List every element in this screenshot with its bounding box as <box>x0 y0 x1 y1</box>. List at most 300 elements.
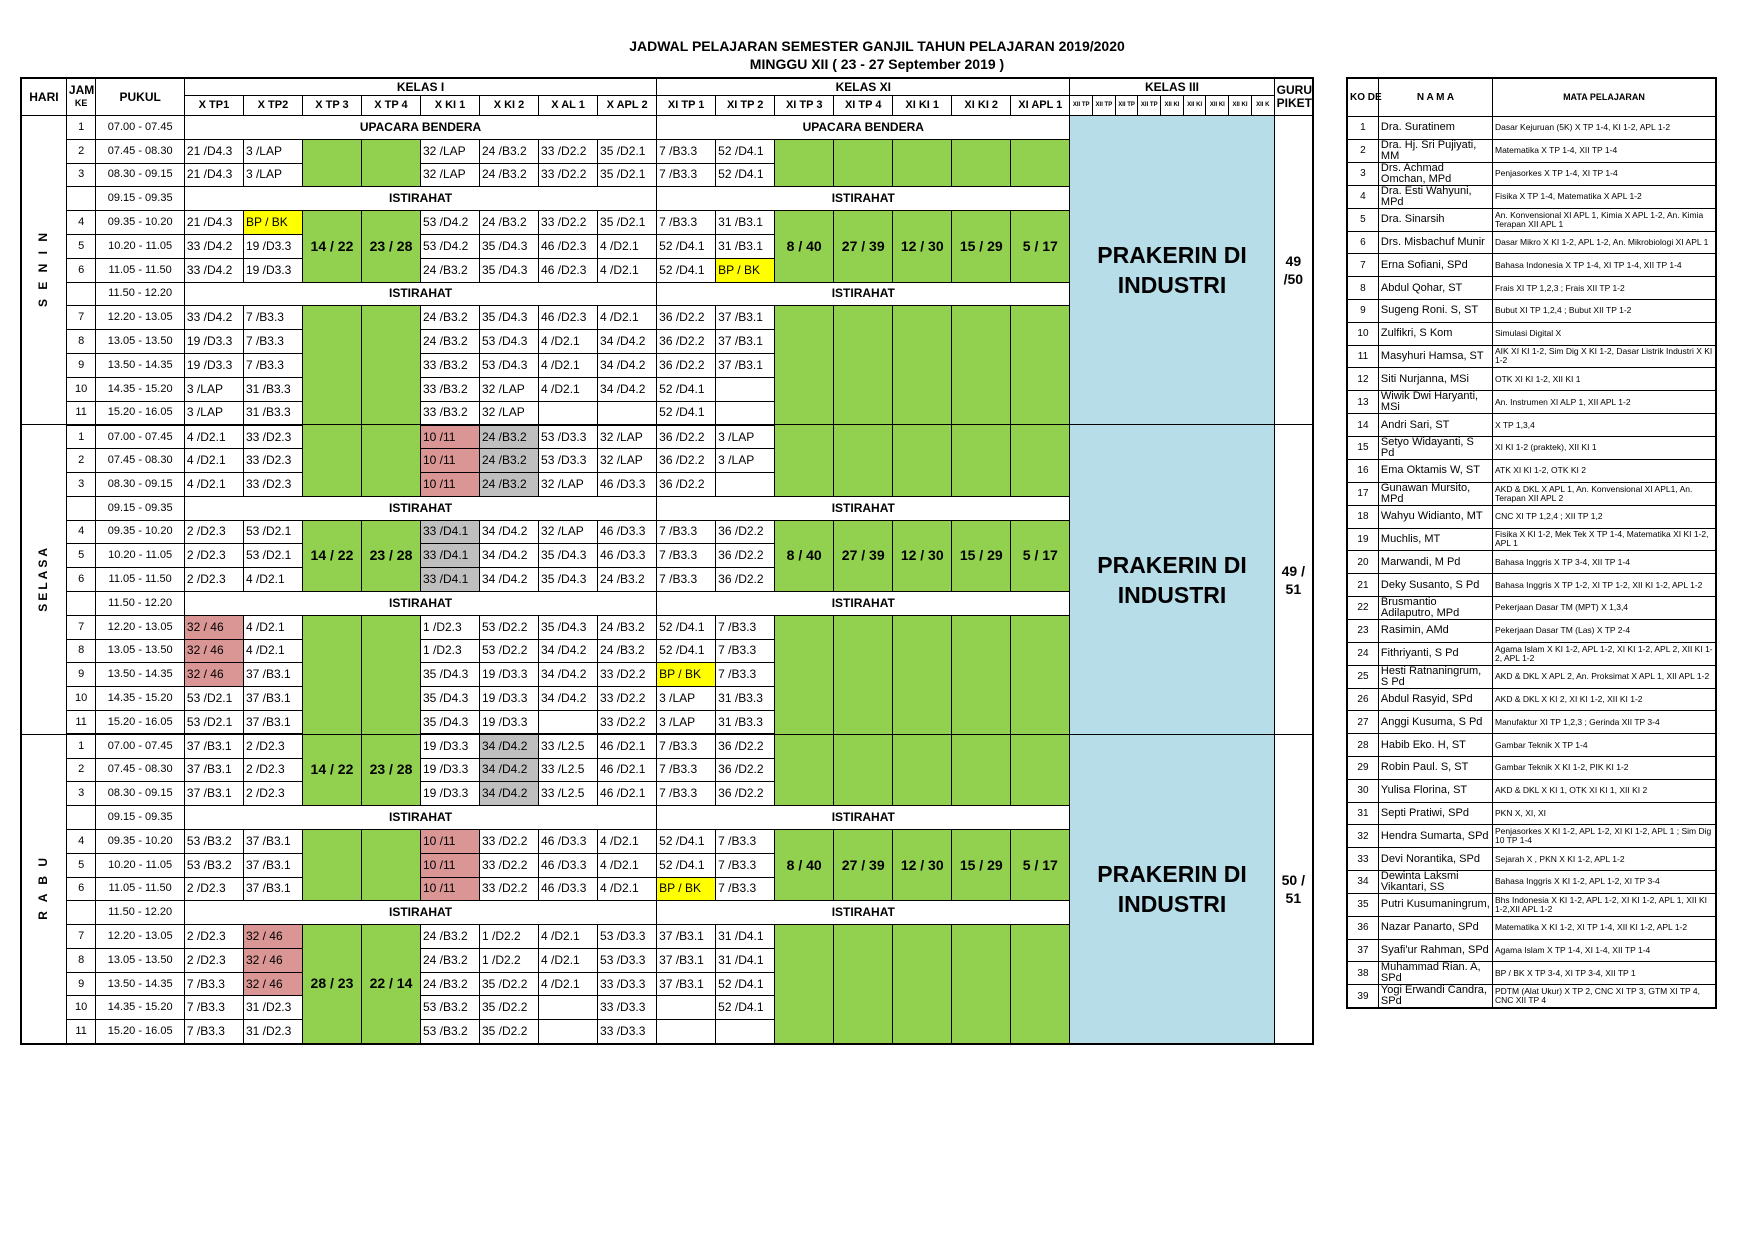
teacher-name: Drs. Achmad Omchan, MPd <box>1378 162 1492 185</box>
teacher-row <box>1347 185 1716 208</box>
lesson-cell: 21 /D4.3 <box>184 163 243 187</box>
lesson-cell: 46 /D2.3 <box>539 234 598 258</box>
kelas-xi-header: KELAS XI <box>657 78 1070 96</box>
jam-ke: 6 <box>66 877 96 901</box>
teacher-row <box>1347 322 1716 345</box>
teacher-row <box>1347 665 1716 688</box>
time-slot: 09.15 - 09.35 <box>96 496 185 520</box>
lesson-cell: 7 /B3.3 <box>657 734 716 758</box>
lesson-cell: 34 /D4.2 <box>480 782 539 806</box>
teacher-code: 19 <box>1347 528 1378 551</box>
time-slot: 09.35 - 10.20 <box>96 829 185 853</box>
lesson-cell: 33 /D4.1 <box>420 568 479 592</box>
teacher-code: 36 <box>1347 916 1378 939</box>
merged-lab-cell: 8 / 40 <box>775 829 834 900</box>
time-slot: 10.20 - 11.05 <box>96 544 185 568</box>
lesson-cell <box>716 1020 775 1044</box>
lesson-cell: 7 /B3.3 <box>716 663 775 687</box>
lesson-cell: BP / BK <box>243 211 302 235</box>
class-header: XII KI <box>1229 96 1252 116</box>
teacher-name: Dra. Sinarsih <box>1378 208 1492 231</box>
teacher-row <box>1347 870 1716 893</box>
teacher-subjects: Sejarah X , PKN X KI 1-2, APL 1-2 <box>1492 848 1716 871</box>
merged-lab-cell <box>361 829 420 900</box>
kelas-iii-header: KELAS III <box>1070 78 1274 96</box>
lesson-cell: 32 /LAP <box>539 472 598 496</box>
lesson-cell: 7 /B3.3 <box>184 972 243 996</box>
lesson-cell: 53 /D4.2 <box>420 234 479 258</box>
lesson-cell: 46 /D3.3 <box>539 829 598 853</box>
teacher-row <box>1347 734 1716 757</box>
teacher-name: Gunawan Mursito, MPd <box>1378 482 1492 505</box>
jam-ke: 7 <box>66 306 96 330</box>
lesson-cell: 33 /D4.2 <box>184 234 243 258</box>
lesson-cell <box>716 377 775 401</box>
jam-ke: 10 <box>66 996 96 1020</box>
class-header: X KI 2 <box>480 96 539 116</box>
lesson-cell: 35 /D4.3 <box>539 568 598 592</box>
merged-lab-cell <box>893 925 952 1044</box>
jam-ke: 2 <box>66 449 96 473</box>
teacher-code: 6 <box>1347 231 1378 254</box>
lesson-cell: 37 /B3.1 <box>243 663 302 687</box>
jam-ke: 1 <box>66 425 96 449</box>
teacher-name: Sugeng Roni. S, ST <box>1378 299 1492 322</box>
merged-lab-cell: 27 / 39 <box>834 211 893 282</box>
merged-lab-cell <box>834 925 893 1044</box>
lesson-cell <box>539 401 598 425</box>
jam-ke: 3 <box>66 163 96 187</box>
teacher-name: Dra. Hj. Sri Pujiyati, MM <box>1378 139 1492 162</box>
teacher-subjects: Dasar Kejuruan (5K) X TP 1-4, KI 1-2, APL 1-2 <box>1492 117 1716 140</box>
lesson-cell: 24 /B3.2 <box>598 568 657 592</box>
lesson-cell: 33 /D2.2 <box>598 710 657 734</box>
teacher-subjects: ATK XI KI 1-2, OTK KI 2 <box>1492 459 1716 482</box>
day-label <box>21 734 66 1043</box>
class-header: XII TP <box>1138 96 1161 116</box>
time-slot: 09.35 - 10.20 <box>96 211 185 235</box>
lesson-cell: 34 /D4.2 <box>598 377 657 401</box>
lesson-cell: BP / BK <box>657 663 716 687</box>
merged-lab-cell: 27 / 39 <box>834 520 893 591</box>
schedule-row <box>21 425 1313 449</box>
lesson-cell: 35 /D4.3 <box>480 306 539 330</box>
day-name: SELASA <box>36 544 51 612</box>
lesson-cell: 33 /D2.2 <box>480 829 539 853</box>
istirahat-band: ISTIRAHAT <box>657 187 1070 211</box>
teacher-name: Yogi Erwandi Candra, SPd <box>1378 985 1492 1009</box>
teacher-code: 11 <box>1347 345 1378 368</box>
lesson-cell: BP / BK <box>657 877 716 901</box>
lesson-cell: 37 /B3.1 <box>657 948 716 972</box>
teacher-subjects: Bahasa Indonesia X TP 1-4, XI TP 1-4, XII TP 1-4 <box>1492 254 1716 277</box>
time-slot: 11.50 - 12.20 <box>96 901 185 925</box>
lesson-cell: 24 /B3.2 <box>480 425 539 449</box>
class-header: X APL 2 <box>598 96 657 116</box>
teacher-subjects: PDTM (Alat Ukur) X TP 2, CNC XI TP 3, GTM XI TP 4, CNC XII TP 4 <box>1492 985 1716 1009</box>
time-slot: 08.30 - 09.15 <box>96 472 185 496</box>
mapel-header: MATA PELAJARAN <box>1492 78 1716 117</box>
lesson-cell: 35 /D2.1 <box>598 163 657 187</box>
istirahat-band: ISTIRAHAT <box>657 901 1070 925</box>
lesson-cell: 32 / 46 <box>243 948 302 972</box>
lesson-cell: 10 /11 <box>420 877 479 901</box>
teacher-subjects: Matematika X KI 1-2, XI TP 1-4, XII KI 1-2, APL 1-2 <box>1492 916 1716 939</box>
merged-lab-cell <box>952 139 1011 187</box>
teacher-row <box>1347 162 1716 185</box>
teacher-name: Brusmantio Adilaputro, MPd <box>1378 596 1492 619</box>
lesson-cell: 24 /B3.2 <box>480 139 539 163</box>
teacher-row <box>1347 779 1716 802</box>
teacher-subjects: Matematika X TP 1-4, XII TP 1-4 <box>1492 139 1716 162</box>
teacher-code: 27 <box>1347 711 1378 734</box>
teacher-name: Wiwik Dwi Haryanti, MSi <box>1378 391 1492 414</box>
day-label <box>21 425 66 734</box>
lesson-cell: 19 /D3.3 <box>420 758 479 782</box>
day-label <box>21 116 66 425</box>
istirahat-band: ISTIRAHAT <box>657 282 1070 306</box>
teacher-code: 10 <box>1347 322 1378 345</box>
teacher-code: 17 <box>1347 482 1378 505</box>
jam-ke <box>66 806 96 830</box>
teacher-subjects: CNC XI TP 1,2,4 ; XII TP 1,2 <box>1492 505 1716 528</box>
merged-lab-cell: 12 / 30 <box>893 829 952 900</box>
teacher-code: 3 <box>1347 162 1378 185</box>
hari-header: HARI <box>21 78 66 116</box>
teacher-row <box>1347 985 1716 1009</box>
prakerin-block: PRAKERIN DI INDUSTRI <box>1070 734 1274 1043</box>
lesson-cell: 46 /D2.3 <box>539 306 598 330</box>
class-header: XII KI <box>1161 96 1184 116</box>
merged-lab-cell <box>952 615 1011 734</box>
lesson-cell: 35 /D4.3 <box>539 544 598 568</box>
merged-lab-cell <box>1011 425 1070 496</box>
teacher-name: Abdul Qohar, ST <box>1378 277 1492 300</box>
teacher-subjects: Bhs Indonesia X KI 1-2, APL 1-2, XI KI 1-2, APL 1, XII KI 1-2,XII APL 1-2 <box>1492 893 1716 916</box>
teacher-row <box>1347 619 1716 642</box>
lesson-cell: 53 /B3.2 <box>420 1020 479 1044</box>
jam-ke: 6 <box>66 568 96 592</box>
lesson-cell: 33 /D4.1 <box>420 544 479 568</box>
time-slot: 09.15 - 09.35 <box>96 187 185 211</box>
teacher-subjects: Pekerjaan Dasar TM (MPT) X 1,3,4 <box>1492 596 1716 619</box>
teacher-row <box>1347 962 1716 985</box>
lesson-cell: 35 /D4.3 <box>420 710 479 734</box>
lesson-cell: 7 /B3.3 <box>716 877 775 901</box>
lesson-cell: 31 /B3.1 <box>716 211 775 235</box>
teacher-row <box>1347 368 1716 391</box>
teacher-code: 20 <box>1347 551 1378 574</box>
class-header: XI TP 2 <box>716 96 775 116</box>
teacher-row <box>1347 756 1716 779</box>
merged-lab-cell <box>775 139 834 187</box>
merged-lab-cell: 23 / 28 <box>361 211 420 282</box>
lesson-cell: 46 /D3.3 <box>598 520 657 544</box>
lesson-cell: 19 /D3.3 <box>420 734 479 758</box>
merged-lab-cell <box>775 734 834 805</box>
lesson-cell: 53 /D2.1 <box>184 687 243 711</box>
schedule-table <box>20 77 1314 1045</box>
jam-ke: 3 <box>66 782 96 806</box>
jam-ke: 8 <box>66 330 96 354</box>
lesson-cell: 31 /B3.3 <box>716 710 775 734</box>
teacher-row <box>1347 414 1716 437</box>
lesson-cell: 4 /D2.1 <box>539 330 598 354</box>
teacher-name: Masyhuri Hamsa, ST <box>1378 345 1492 368</box>
lesson-cell: 52 /D4.1 <box>657 639 716 663</box>
merged-lab-cell <box>834 139 893 187</box>
merged-lab-cell <box>361 615 420 734</box>
lesson-cell: 4 /D2.1 <box>539 972 598 996</box>
merged-lab-cell <box>302 139 361 187</box>
lesson-cell: 24 /B3.2 <box>598 615 657 639</box>
teacher-code: 31 <box>1347 802 1378 825</box>
time-slot: 13.05 - 13.50 <box>96 330 185 354</box>
time-slot: 10.20 - 11.05 <box>96 853 185 877</box>
lesson-cell: 7 /B3.3 <box>657 211 716 235</box>
lesson-cell: 36 /D2.2 <box>657 425 716 449</box>
time-slot: 12.20 - 13.05 <box>96 925 185 949</box>
merged-lab-cell: 12 / 30 <box>893 211 952 282</box>
teacher-subjects: Pekerjaan Dasar TM (Las) X TP 2-4 <box>1492 619 1716 642</box>
lesson-cell: 7 /B3.3 <box>657 758 716 782</box>
lesson-cell: 4 /D2.1 <box>598 877 657 901</box>
teacher-name: Septi Pratiwi, SPd <box>1378 802 1492 825</box>
lesson-cell: 7 /B3.3 <box>657 568 716 592</box>
lesson-cell: 46 /D2.1 <box>598 782 657 806</box>
jam-ke: 5 <box>66 853 96 877</box>
istirahat-band: ISTIRAHAT <box>184 591 656 615</box>
class-header: X KI 1 <box>420 96 479 116</box>
jam-ke: 5 <box>66 544 96 568</box>
lesson-cell: 52 /D4.1 <box>716 163 775 187</box>
lesson-cell: 36 /D2.2 <box>657 306 716 330</box>
lesson-cell: 4 /D2.1 <box>598 234 657 258</box>
merged-lab-cell: 14 / 22 <box>302 734 361 805</box>
lesson-cell: 37 /B3.1 <box>184 734 243 758</box>
merged-lab-cell <box>834 306 893 425</box>
class-header: XII TP <box>1093 96 1116 116</box>
teacher-subjects: AIK XI KI 1-2, Sim Dig X KI 1-2, Dasar Listrik Industri X KI 1-2 <box>1492 345 1716 368</box>
lesson-cell: 31 /B3.3 <box>243 401 302 425</box>
lesson-cell: 53 /D3.3 <box>539 425 598 449</box>
teacher-code: 4 <box>1347 185 1378 208</box>
lesson-cell <box>716 401 775 425</box>
lesson-cell: 52 /D4.1 <box>657 258 716 282</box>
lesson-cell: 10 /11 <box>420 853 479 877</box>
teacher-name: Habib Eko. H, ST <box>1378 734 1492 757</box>
class-header: XII K <box>1251 96 1274 116</box>
lesson-cell: 3 /LAP <box>243 139 302 163</box>
jam-ke: 4 <box>66 829 96 853</box>
lesson-cell: 53 /D4.2 <box>420 211 479 235</box>
teacher-subjects: OTK XI KI 1-2, XII KI 1 <box>1492 368 1716 391</box>
lesson-cell: 7 /B3.3 <box>184 996 243 1020</box>
lesson-cell: 53 /D2.2 <box>480 639 539 663</box>
merged-lab-cell <box>834 734 893 805</box>
class-header: XII KI <box>1183 96 1206 116</box>
jam-ke: 3 <box>66 472 96 496</box>
teacher-name: Dewinta Laksmi Vikantari, SS <box>1378 870 1492 893</box>
merged-lab-cell <box>893 306 952 425</box>
lesson-cell: 7 /B3.3 <box>243 306 302 330</box>
lesson-cell: 1 /D2.3 <box>420 639 479 663</box>
merged-lab-cell: 27 / 39 <box>834 829 893 900</box>
teacher-subjects: Bahasa Inggris X KI 1-2, APL 1-2, XI TP 3-4 <box>1492 870 1716 893</box>
teacher-name: Muhammad Rian. A, SPd <box>1378 962 1492 985</box>
lesson-cell: 52 /D4.1 <box>657 853 716 877</box>
merged-lab-cell <box>1011 306 1070 425</box>
istirahat-band: ISTIRAHAT <box>184 282 656 306</box>
lesson-cell: 2 /D2.3 <box>184 520 243 544</box>
teacher-code: 25 <box>1347 665 1378 688</box>
lesson-cell: 32 /LAP <box>539 520 598 544</box>
istirahat-band: ISTIRAHAT <box>184 187 656 211</box>
teacher-code: 23 <box>1347 619 1378 642</box>
prakerin-block: PRAKERIN DI INDUSTRI <box>1070 116 1274 425</box>
day-name: S E N I N <box>36 230 51 308</box>
lesson-cell: 46 /D3.3 <box>598 472 657 496</box>
teacher-code: 14 <box>1347 414 1378 437</box>
time-slot: 14.35 - 15.20 <box>96 377 185 401</box>
lesson-cell: 52 /D4.1 <box>716 972 775 996</box>
teacher-code: 35 <box>1347 893 1378 916</box>
teacher-name: Anggi Kusuma, S Pd <box>1378 711 1492 734</box>
jam-ke: 11 <box>66 401 96 425</box>
lesson-cell: 7 /B3.3 <box>657 163 716 187</box>
lesson-cell: 2 /D2.3 <box>243 734 302 758</box>
lesson-cell: 31 /B3.1 <box>716 234 775 258</box>
lesson-cell: 19 /D3.3 <box>184 330 243 354</box>
teacher-row <box>1347 459 1716 482</box>
teacher-name: Fithriyanti, S Pd <box>1378 642 1492 665</box>
lesson-cell: 35 /D4.3 <box>539 615 598 639</box>
jam-ke: 1 <box>66 734 96 758</box>
time-slot: 11.50 - 12.20 <box>96 282 185 306</box>
teacher-row <box>1347 391 1716 414</box>
lesson-cell: 34 /D4.2 <box>598 353 657 377</box>
teacher-name: Andri Sari, ST <box>1378 414 1492 437</box>
lesson-cell: 31 /B3.3 <box>243 377 302 401</box>
class-header: X TP2 <box>243 96 302 116</box>
piket-label: PIKET <box>1276 96 1312 110</box>
merged-lab-cell <box>302 615 361 734</box>
lesson-cell: 36 /D2.2 <box>716 734 775 758</box>
lesson-cell: 1 /D2.2 <box>480 948 539 972</box>
lesson-cell: 19 /D3.3 <box>420 782 479 806</box>
teacher-code: 16 <box>1347 459 1378 482</box>
lesson-cell: 33 /D3.3 <box>598 1020 657 1044</box>
lesson-cell: 33 /D4.2 <box>184 258 243 282</box>
time-slot: 07.45 - 08.30 <box>96 449 185 473</box>
lesson-cell: 46 /D3.3 <box>598 544 657 568</box>
jam-ke <box>66 187 96 211</box>
merged-lab-cell: 5 / 17 <box>1011 829 1070 900</box>
lesson-cell: 37 /B3.1 <box>184 782 243 806</box>
time-slot: 13.50 - 14.35 <box>96 353 185 377</box>
lesson-cell: 33 /D2.3 <box>243 449 302 473</box>
lesson-cell: 19 /D3.3 <box>480 663 539 687</box>
upacara-band: UPACARA BENDERA <box>184 116 656 140</box>
kode-header: KO DE <box>1347 78 1378 117</box>
lesson-cell: 32 / 46 <box>243 972 302 996</box>
time-slot: 15.20 - 16.05 <box>96 401 185 425</box>
lesson-cell: 37 /B3.1 <box>243 877 302 901</box>
lesson-cell: 36 /D2.2 <box>657 472 716 496</box>
teacher-name: Abdul Rasyid, SPd <box>1378 688 1492 711</box>
lesson-cell: 4 /D2.1 <box>539 353 598 377</box>
teacher-row <box>1347 893 1716 916</box>
teacher-name: Ema Oktamis W, ST <box>1378 459 1492 482</box>
lesson-cell: 4 /D2.1 <box>243 615 302 639</box>
lesson-cell: 31 /D2.3 <box>243 1020 302 1044</box>
lesson-cell: 33 /D2.3 <box>243 425 302 449</box>
lesson-cell: 33 /D3.3 <box>598 972 657 996</box>
lesson-cell: 35 /D2.2 <box>480 1020 539 1044</box>
lesson-cell: 7 /B3.3 <box>657 782 716 806</box>
teacher-code: 33 <box>1347 848 1378 871</box>
merged-lab-cell: 8 / 40 <box>775 520 834 591</box>
teacher-subjects: Penjasorkes X TP 1-4, XI TP 1-4 <box>1492 162 1716 185</box>
class-header: XI TP 1 <box>657 96 716 116</box>
teacher-row <box>1347 345 1716 368</box>
teacher-code: 32 <box>1347 825 1378 848</box>
teacher-code: 21 <box>1347 574 1378 597</box>
lesson-cell: 37 /B3.1 <box>716 306 775 330</box>
class-header: X TP 3 <box>302 96 361 116</box>
lesson-cell: 19 /D3.3 <box>480 710 539 734</box>
merged-lab-cell <box>302 306 361 425</box>
lesson-cell: 53 /B3.2 <box>184 829 243 853</box>
time-slot: 09.35 - 10.20 <box>96 520 185 544</box>
lesson-cell: 33 /D2.2 <box>598 663 657 687</box>
lesson-cell: 24 /B3.2 <box>420 330 479 354</box>
teacher-row <box>1347 825 1716 848</box>
lesson-cell: 4 /D2.1 <box>598 258 657 282</box>
merged-lab-cell <box>361 306 420 425</box>
lesson-cell <box>657 996 716 1020</box>
schedule-row <box>21 116 1313 140</box>
lesson-cell: 3 /LAP <box>184 377 243 401</box>
lesson-cell: 35 /D4.3 <box>480 258 539 282</box>
jam-ke: 5 <box>66 234 96 258</box>
lesson-cell: 4 /D2.1 <box>598 306 657 330</box>
teacher-row <box>1347 711 1716 734</box>
lesson-cell: 19 /D3.3 <box>243 234 302 258</box>
teacher-subjects: X TP 1,3,4 <box>1492 414 1716 437</box>
lesson-cell: 36 /D2.2 <box>657 330 716 354</box>
lesson-cell: 4 /D2.1 <box>243 568 302 592</box>
lesson-cell: 33 /B3.2 <box>420 401 479 425</box>
lesson-cell: 37 /B3.1 <box>716 330 775 354</box>
lesson-cell: 34 /D4.2 <box>598 330 657 354</box>
lesson-cell: 53 /D3.3 <box>598 948 657 972</box>
jam-ke: 4 <box>66 211 96 235</box>
teacher-row <box>1347 528 1716 551</box>
lesson-cell: 3 /LAP <box>716 449 775 473</box>
lesson-cell: 52 /D4.1 <box>657 401 716 425</box>
class-header: XI KI 1 <box>893 96 952 116</box>
teacher-name: Erna Sofiani, SPd <box>1378 254 1492 277</box>
lesson-cell <box>539 710 598 734</box>
lesson-cell: 34 /D4.2 <box>480 568 539 592</box>
lesson-cell: 46 /D3.3 <box>539 877 598 901</box>
lesson-cell: 52 /D4.1 <box>657 829 716 853</box>
lesson-cell: 33 /L2.5 <box>539 782 598 806</box>
lesson-cell: 53 /D4.3 <box>480 330 539 354</box>
merged-lab-cell <box>775 425 834 496</box>
merged-lab-cell <box>952 306 1011 425</box>
